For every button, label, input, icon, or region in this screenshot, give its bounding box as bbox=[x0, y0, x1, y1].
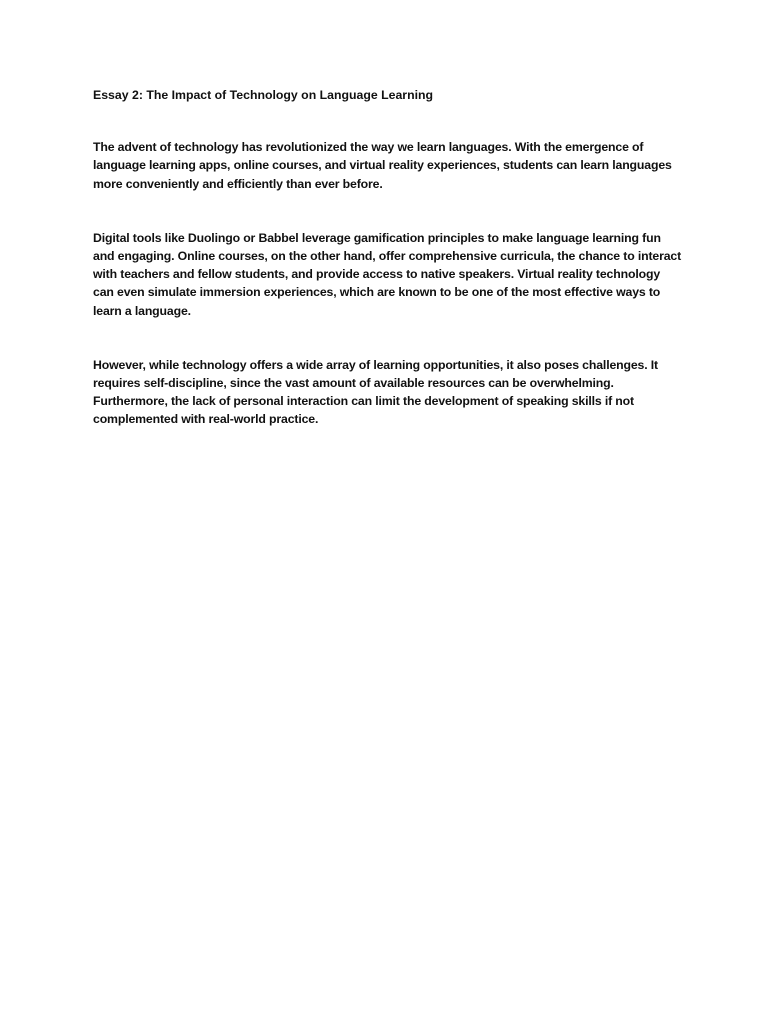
paragraph-challenges: However, while technology offers a wide array of learning opportunities, it also poses challenges. It requires self-discipline, since the vast amount of available resources can be overwhelming. Furthermore, the lack of personal interaction can limit the development of speaking skills if not complemented with real-world practice. bbox=[93, 357, 658, 427]
paragraph-digital-tools: Digital tools like Duolingo or Babbel leverage gamification principles to make language learning fun and engaging. Online courses, on the other hand, offer comprehensive curricula, the chance to interact with teachers and fellow students, and provide access to native speakers. Virtual reality technology can even simulate immersion experiences, which are known to be one of the most effective ways to learn a language. bbox=[93, 230, 682, 318]
paragraph-intro: The advent of technology has revolutionized the way we learn languages. With the emergence of language learning apps, online courses, and virtual reality experiences, students can learn languages more conveniently and efficiently than ever before. bbox=[93, 140, 672, 191]
essay-title: Essay 2: The Impact of Technology on Language Learning bbox=[93, 88, 434, 102]
document-body bbox=[93, 86, 683, 429]
